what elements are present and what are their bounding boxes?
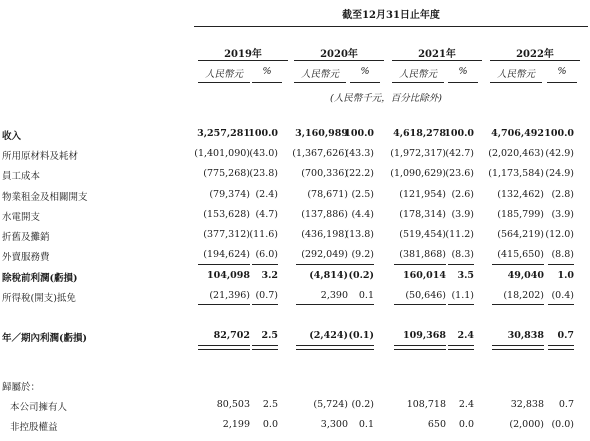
year-rule-4 [490, 60, 580, 61]
cell-percent: (0.0) [551, 419, 574, 430]
unit-rule-1-2 [252, 82, 282, 83]
cell-amount: (377,312) [203, 229, 250, 240]
cell-percent: 1.0 [557, 270, 574, 281]
cell-amount: 32,838 [510, 399, 544, 410]
cell-amount: 49,040 [507, 270, 544, 281]
subtotal-rule-3-2 [448, 264, 474, 265]
cell-percent: (9.2) [351, 249, 374, 260]
unit-rule-2-1 [294, 82, 346, 83]
cell-percent: (11.6) [249, 229, 278, 240]
cell-percent: 0.7 [558, 399, 574, 410]
cell-amount: (2,424) [309, 330, 348, 341]
cell-amount: (194,624) [203, 249, 250, 260]
subtotal-rule-b-1-1 [198, 304, 250, 305]
unit-pct-3: % [458, 66, 468, 77]
cell-amount: (1,972,317) [390, 148, 446, 159]
cell-amount: (2,020,463) [488, 148, 544, 159]
table-row [0, 249, 590, 265]
cell-amount: (153,628) [203, 209, 250, 220]
total-double-rule-1-2 [252, 345, 278, 350]
row-label: 所用原材料及耗材 [2, 151, 79, 162]
row-label: 員工成本 [2, 171, 41, 182]
row-label: 本公司擁有人 [10, 402, 68, 413]
total-double-rule-1-1 [198, 345, 250, 350]
subtotal-rule-3-1 [394, 264, 446, 265]
subtotal-rule-b-1-2 [252, 304, 278, 305]
cell-percent: 0.1 [358, 419, 374, 430]
cell-amount: 109,368 [403, 330, 446, 341]
row-label: 物業租金及相關開支 [2, 192, 88, 203]
cell-percent: 100.0 [444, 128, 474, 139]
cell-percent: (2.8) [551, 189, 574, 200]
cell-percent: (22.2) [345, 168, 374, 179]
unit-rmb-1: 人民幣元 [204, 69, 243, 80]
row-label: 收入 [2, 131, 22, 142]
subtotal-rule-2-1 [296, 264, 348, 265]
table-row [0, 379, 590, 395]
cell-percent: (42.7) [445, 148, 474, 159]
cell-amount: (775,268) [203, 168, 250, 179]
cell-percent: (8.8) [551, 249, 574, 260]
table-row [0, 189, 590, 205]
table-row [0, 148, 590, 164]
row-label: 折舊及攤銷 [2, 232, 50, 243]
cell-percent: 2.5 [262, 399, 278, 410]
cell-amount: (292,049) [301, 249, 348, 260]
cell-amount: (415,650) [497, 249, 544, 260]
cell-percent: 3.2 [261, 270, 278, 281]
cell-amount: (2,000) [509, 419, 544, 430]
unit-pct-2: % [360, 66, 370, 77]
table-row [0, 419, 590, 435]
cell-percent: 100.0 [248, 128, 278, 139]
cell-percent: 100.0 [544, 128, 574, 139]
cell-amount: (1,090,629) [390, 168, 446, 179]
cell-amount: (21,396) [209, 290, 250, 301]
table-row [0, 270, 590, 286]
unit-pct-4: % [557, 66, 567, 77]
table-row [0, 399, 590, 415]
table-row [0, 229, 590, 245]
subtotal-rule-1-1 [198, 264, 250, 265]
cell-amount: 4,618,278 [393, 128, 446, 139]
cell-percent: (4.7) [255, 209, 278, 220]
cell-percent: (43.0) [249, 148, 278, 159]
unit-rule-4-2 [547, 82, 577, 83]
cell-amount: (381,868) [399, 249, 446, 260]
unit-rule-4-1 [490, 82, 542, 83]
cell-percent: (3.9) [451, 209, 474, 220]
cell-amount: (18,202) [503, 290, 544, 301]
total-double-rule-4-2 [548, 345, 574, 350]
subtotal-rule-4-2 [548, 264, 574, 265]
subtotal-rule-b-4-2 [548, 304, 574, 305]
subtotal-rule-1-2 [252, 264, 278, 265]
table-row [0, 330, 590, 346]
cell-percent: 3.5 [457, 270, 474, 281]
cell-percent: 0.0 [458, 419, 474, 430]
cell-amount: (1,401,090) [194, 148, 250, 159]
row-label: 非控股權益 [10, 422, 58, 433]
cell-percent: 0.7 [557, 330, 574, 341]
cell-amount: 82,702 [213, 330, 250, 341]
cell-percent: (12.0) [545, 229, 574, 240]
year-rule-3 [392, 60, 482, 61]
cell-percent: (0.1) [348, 330, 374, 341]
year-header-3: 2021年 [418, 49, 456, 60]
total-double-rule-4-1 [492, 345, 544, 350]
cell-amount: (185,799) [497, 209, 544, 220]
unit-pct-1: % [262, 66, 272, 77]
cell-percent: (2.4) [255, 189, 278, 200]
subtotal-rule-b-2-2 [348, 304, 374, 305]
cell-percent: 0.1 [358, 290, 374, 301]
cell-amount: (700,336) [301, 168, 348, 179]
cell-amount: 3,300 [320, 419, 348, 430]
subtotal-rule-2-2 [348, 264, 374, 265]
unit-note: (人民幣千元，百分比除外) [330, 93, 442, 104]
table-row [0, 168, 590, 184]
cell-percent: (23.8) [249, 168, 278, 179]
total-double-rule-3-1 [394, 345, 446, 350]
row-label: 水電開支 [2, 212, 41, 223]
row-label: 年／期內利潤(虧損) [2, 333, 87, 344]
cell-percent: (11.2) [445, 229, 474, 240]
subtotal-rule-b-3-1 [394, 304, 446, 305]
cell-amount: 2,199 [222, 419, 250, 430]
cell-percent: (2.6) [451, 189, 474, 200]
subtotal-rule-b-2-1 [296, 304, 348, 305]
total-double-rule-2-2 [348, 345, 374, 350]
cell-percent: 0.0 [262, 419, 278, 430]
cell-amount: (132,462) [497, 189, 544, 200]
period-title: 截至12月31日止年度 [342, 10, 440, 21]
cell-percent: (13.8) [345, 229, 374, 240]
cell-percent: 2.4 [457, 330, 474, 341]
row-label: 除稅前利潤(虧損) [2, 273, 78, 284]
header-rule-top [194, 26, 588, 27]
cell-amount: 108,718 [406, 399, 446, 410]
year-rule-2 [294, 60, 384, 61]
year-header-2: 2020年 [320, 49, 358, 60]
row-label: 外賣服務費 [2, 252, 50, 263]
cell-percent: (4.4) [351, 209, 374, 220]
cell-percent: (43.3) [345, 148, 374, 159]
year-header-1: 2019年 [224, 49, 262, 60]
total-double-rule-3-2 [448, 345, 474, 350]
cell-amount: (436,198) [301, 229, 348, 240]
cell-percent: (0.2) [351, 399, 374, 410]
cell-amount: (519,454) [399, 229, 446, 240]
subtotal-rule-b-4-1 [492, 304, 544, 305]
cell-amount: (79,374) [209, 189, 250, 200]
year-rule-1 [198, 60, 288, 61]
subtotal-rule-b-3-2 [448, 304, 474, 305]
cell-percent: (24.9) [545, 168, 574, 179]
row-label: 歸屬於： [2, 382, 41, 393]
cell-amount: (78,671) [307, 189, 348, 200]
cell-amount: (1,367,626) [292, 148, 348, 159]
cell-amount: (1,173,584) [488, 168, 544, 179]
unit-rmb-2: 人民幣元 [300, 69, 339, 80]
table-row [0, 209, 590, 225]
cell-amount: 2,390 [320, 290, 348, 301]
table-row [0, 128, 590, 144]
cell-amount: 3,160,989 [295, 128, 348, 139]
cell-percent: (0.2) [348, 270, 374, 281]
cell-amount: (121,954) [399, 189, 446, 200]
cell-amount: (5,724) [313, 399, 348, 410]
unit-rule-3-1 [392, 82, 444, 83]
cell-percent: (0.7) [255, 290, 278, 301]
total-double-rule-2-1 [296, 345, 348, 350]
row-label: 所得稅(開支)抵免 [2, 293, 76, 304]
cell-percent: (3.9) [551, 209, 574, 220]
cell-amount: (564,219) [497, 229, 544, 240]
cell-amount: 160,014 [403, 270, 446, 281]
cell-percent: 2.5 [261, 330, 278, 341]
cell-percent: (6.0) [255, 249, 278, 260]
cell-amount: 650 [427, 419, 446, 430]
cell-percent: (8.3) [451, 249, 474, 260]
cell-percent: 2.4 [458, 399, 474, 410]
cell-percent: (2.5) [351, 189, 374, 200]
unit-rmb-4: 人民幣元 [496, 69, 535, 80]
cell-amount: 3,257,281 [197, 128, 250, 139]
cell-percent: (23.6) [445, 168, 474, 179]
cell-percent: 100.0 [344, 128, 374, 139]
cell-amount: (50,646) [405, 290, 446, 301]
cell-amount: (137,886) [301, 209, 348, 220]
subtotal-rule-4-1 [492, 264, 544, 265]
unit-rmb-3: 人民幣元 [398, 69, 437, 80]
cell-amount: 80,503 [216, 399, 250, 410]
year-header-4: 2022年 [516, 49, 554, 60]
unit-rule-2-2 [350, 82, 380, 83]
cell-amount: 104,098 [207, 270, 250, 281]
cell-amount: 30,838 [507, 330, 544, 341]
cell-percent: (0.4) [551, 290, 574, 301]
cell-percent: (42.9) [545, 148, 574, 159]
cell-amount: 4,706,492 [491, 128, 544, 139]
cell-amount: (178,314) [399, 209, 446, 220]
unit-rule-1-1 [198, 82, 250, 83]
cell-percent: (1.1) [451, 290, 474, 301]
cell-amount: (4,814) [309, 270, 348, 281]
unit-rule-3-2 [448, 82, 478, 83]
